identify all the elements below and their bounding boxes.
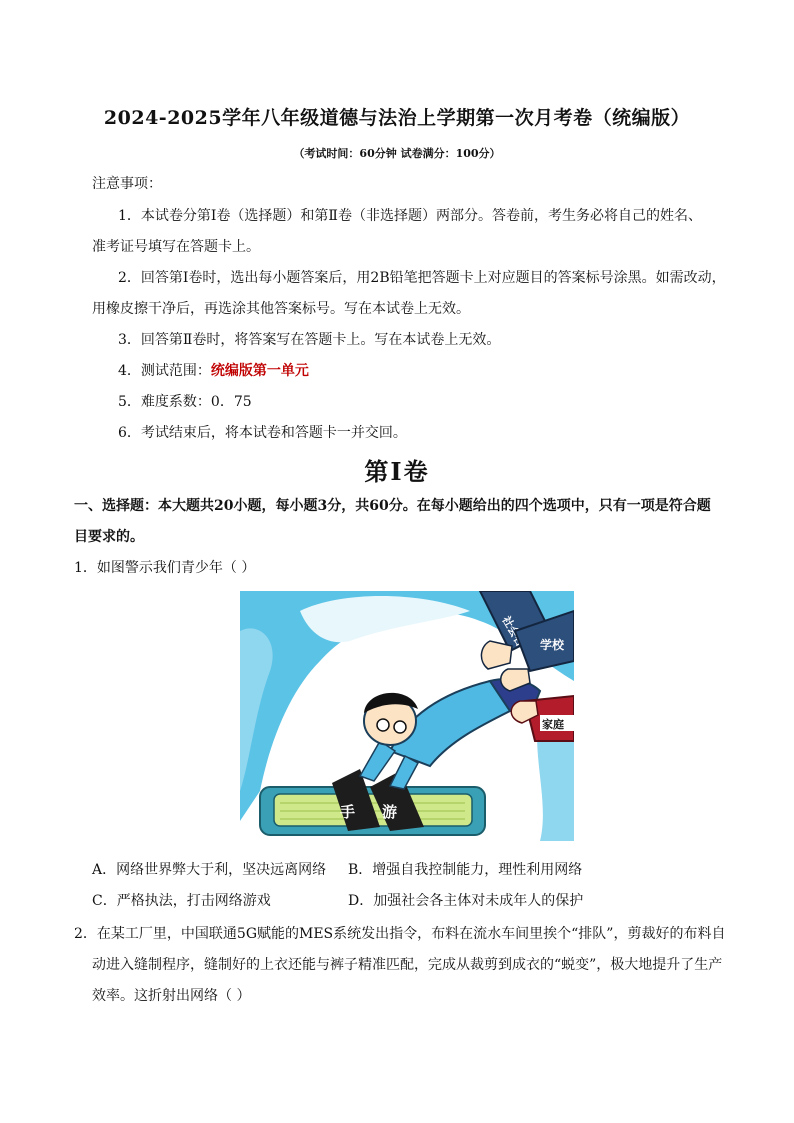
- note-item-4-scope: 统编版第一单元: [210, 363, 309, 379]
- notes-heading: 注意事项：: [92, 176, 162, 192]
- note-item-1-line-2: 准考证号填写在答题卡上。: [92, 239, 260, 255]
- question-1-option-b: B．增强自我控制能力，理性利用网络: [348, 862, 583, 878]
- question-2-stem-line-1: 2．在某工厂里，中国联通5G赋能的MES系统发出指令，布料在流水车间里挨个“排队”，剪裁好的布料自: [74, 926, 726, 942]
- question-1-option-a: A．网络世界弊大于利，坚决远离网络: [92, 862, 327, 878]
- note-item-2-line-2: 用橡皮擦干净后，再选涂其他答案标号。写在本试卷上无效。: [92, 301, 470, 317]
- question-1-option-d: D．加强社会各主体对未成年人的保护: [348, 893, 584, 909]
- note-item-2-line-1: 2．回答第Ⅰ卷时，选出每小题答案后，用2B铅笔把答题卡上对应题目的答案标号涂黑。如需改动，: [118, 270, 726, 286]
- section-title: 第Ⅰ卷: [364, 457, 430, 486]
- note-item-4: [118, 361, 309, 381]
- question-1-cartoon: [240, 591, 574, 841]
- note-item-6: 6．考试结束后，将本试卷和答题卡一并交回。: [118, 425, 407, 441]
- note-item-3: 3．回答第Ⅱ卷时，将答案写在答题卡上。写在本试卷上无效。: [118, 332, 501, 348]
- phone-label-left: 手: [340, 803, 356, 821]
- question-2-stem-line-3: 效率。这折射出网络（ ）: [92, 988, 251, 1004]
- note-item-5: 5．难度系数：0．75: [118, 394, 252, 410]
- label-family: 家庭: [542, 718, 564, 731]
- note-item-1-line-1: 1．本试卷分第Ⅰ卷（选择题）和第Ⅱ卷（非选择题）两部分。答卷前，考生务必将自己的姓名、: [118, 208, 702, 224]
- question-1-stem: 1．如图警示我们青少年（ ）: [74, 560, 256, 576]
- section-instructions-line-2: 目要求的。: [74, 529, 144, 545]
- phone-label-right: 游: [382, 803, 398, 821]
- label-school: 学校: [540, 638, 565, 652]
- question-2-stem-line-2: 动进入缝制程序，缝制好的上衣还能与裤子精准匹配，完成从裁剪到成衣的“蜕变”，极大地提升了生产: [92, 957, 723, 973]
- exam-title: 2024-2025学年八年级道德与法治上学期第一次月考卷（统编版）: [103, 107, 691, 129]
- section-instructions-line-1: 一、选择题：本大题共20小题，每小题3分，共60分。在每小题给出的四个选项中，只有一项是符合题: [74, 498, 711, 514]
- note-item-4-prefix: 4．测试范围：: [118, 363, 211, 379]
- question-1-option-c: C．严格执法，打击网络游戏: [92, 893, 271, 909]
- exam-subtitle: （考试时间：60分钟 试卷满分：100分）: [293, 147, 501, 160]
